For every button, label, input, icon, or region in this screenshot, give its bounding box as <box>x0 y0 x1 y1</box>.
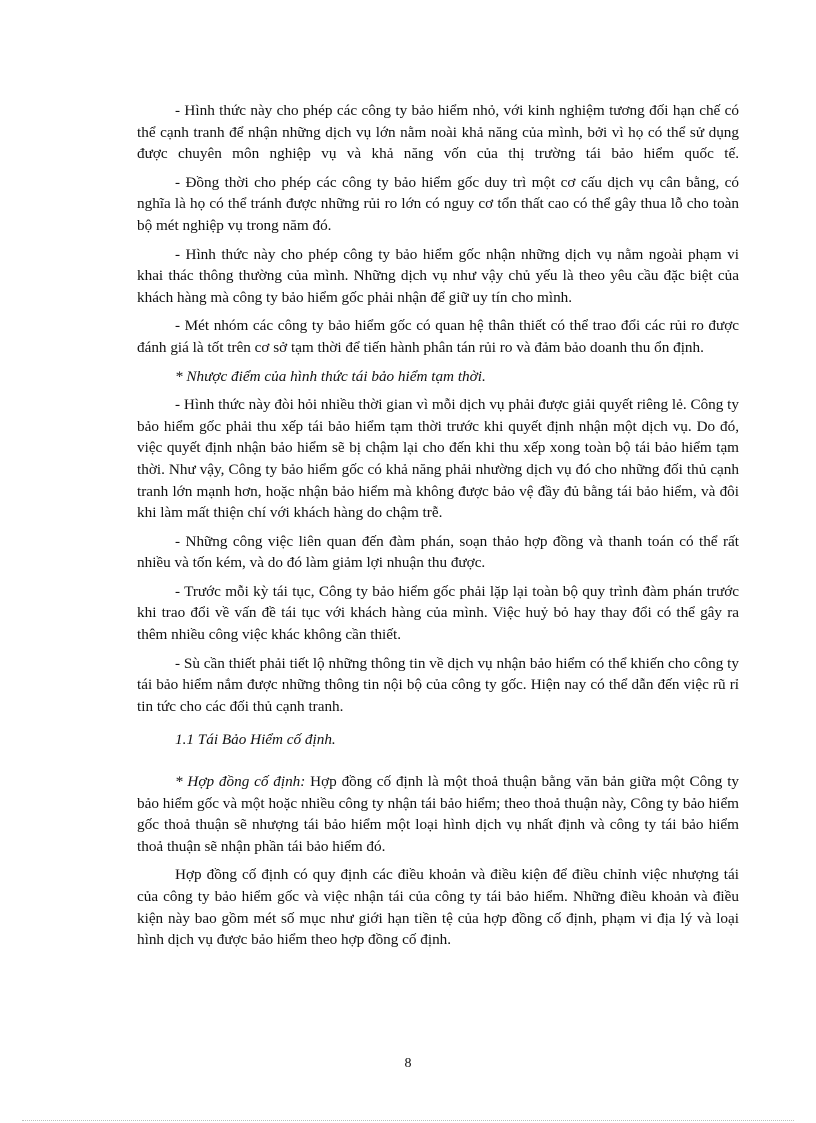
paragraph-disadvantage-cost: - Những công việc liên quan đến đàm phán, soạn thảo hợp đồng và thanh toán có thể rất nhiều và tốn kém, và do đó làm giảm lợi nhuận thu được. <box>137 532 739 572</box>
page-number: 8 <box>404 1056 412 1071</box>
paragraph-disadvantage-renewal: - Trước mỗi kỳ tái tục, Công ty bảo hiểm gốc phải lặp lại toàn bộ quy trình đàm phán trước khi trao đổi về vấn đề tái tục với khách hàng của mình. Việc huỷ bỏ hay thay đổi có thể gây ra thêm nhiều công việc khác không cần thiết. <box>137 582 739 644</box>
paragraph-advantage-special-services: - Hình thức này cho phép công ty bảo hiểm gốc nhận những dịch vụ nằm ngoài phạm vi khai thác thông thường của mình. Những dịch vụ như vậy chủ yếu là theo yêu cầu đặc biệt của khách hàng mà công ty bảo hiểm gốc phải nhận để giữ uy tín cho mình. <box>137 245 739 306</box>
paragraph-fixed-contract-terms: Hợp đồng cố định có quy định các điều khoản và điều kiện để điều chỉnh việc nhượng tái của công ty bảo hiểm gốc và việc nhận tái của công ty tái bảo hiểm. Những điều khoản và điều kiện này bao gồm mét số mục như giới hạn tiền tệ của hợp đồng cố định, phạm vi địa lý và loại hình dịch vụ được bảo hiểm theo hợp đồng cố định. <box>137 866 739 949</box>
page-body <box>137 100 739 958</box>
subheading-disadvantages: * Nhược điểm của hình thức tái bảo hiểm tạm thời. <box>175 367 486 385</box>
paragraph-disadvantage-disclosure: - Sù cần thiết phải tiết lộ những thông tin về dịch vụ nhận bảo hiểm có thể khiến cho công ty tái bảo hiểm nắm được những thông tin nội bộ của công ty gốc. Hiện nay có thể dẫn đến việc rũ rỉ tin tức cho các đối thủ cạnh tranh. <box>137 654 739 715</box>
paragraph-advantage-small-insurers: - Hình thức này cho phép các công ty bảo hiểm nhỏ, với kinh nghiệm tương đối hạn chế có thể cạnh tranh để nhận những dịch vụ lớn nằm noài khả năng của mình, bởi vì họ có thể sử dụng được chuyên môn nghiệp vụ và khả năng vốn của thị trường tái bảo hiểm quốc tế. <box>137 102 739 163</box>
fixed-contract-text: Hợp đồng cố định là một thoả thuận bằng văn bản giữa một Công ty bảo hiểm gốc và một hoặc nhiều công ty nhận tái bảo hiểm; theo thoả thuận này, Công ty bảo hiểm gốc thoả thuận sẽ nhượng tái bảo hiểm một loại hình dịch vụ nhất định và công ty tái bảo hiểm thoả thuận sẽ nhận phần tái bảo hiểm đó. <box>137 773 740 855</box>
paragraph-fixed-contract <box>137 771 739 857</box>
paragraph-advantage-balance: - Đồng thời cho phép các công ty bảo hiểm gốc duy trì một cơ cấu dịch vụ cân bằng, có nghĩa là họ có thể tránh được những rủi ro lớn có nguy cơ tổn thất cao có thể gây thua lỗ cho toàn bộ mét nghiệp vụ trong năm đó. <box>137 173 739 234</box>
footer-divider <box>22 1120 794 1121</box>
fixed-contract-label: * Hợp đồng cố định: <box>175 773 306 791</box>
paragraph-advantage-risk-exchange: - Mét nhóm các công ty bảo hiểm gốc có quan hệ thân thiết có thể trao đổi các rủi ro được đánh giá là tốt trên cơ sở tạm thời để tiến hành phân tán rủi ro và đảm bảo doanh thu ổn định. <box>137 317 739 356</box>
section-heading: 1.1 Tái Bảo Hiểm cố định. <box>175 731 336 749</box>
paragraph-disadvantage-time: - Hình thức này đòi hỏi nhiều thời gian vì mỗi dịch vụ phải được giải quyết riêng lẻ. Công ty bảo hiểm gốc phải thu xếp tái bảo hiểm tạm thời trước khi quyết định nhận một dịch vụ. Do đó, việc quyết định nhận bảo hiểm sẽ bị chậm lại cho đến khi thu xếp xong toàn bộ tái bảo hiểm tạm thời. Như vậy, Công ty bảo hiểm gốc có khả năng phải nhường dịch vụ đó cho những đối thủ cạnh tranh lớn mạnh hơn, hoặc nhận bảo hiểm mà không được bảo vệ đầy đủ bằng tái bảo hiểm, và đôi khi làm mất thiện chí với khách hàng do chậm trễ. <box>137 396 739 522</box>
